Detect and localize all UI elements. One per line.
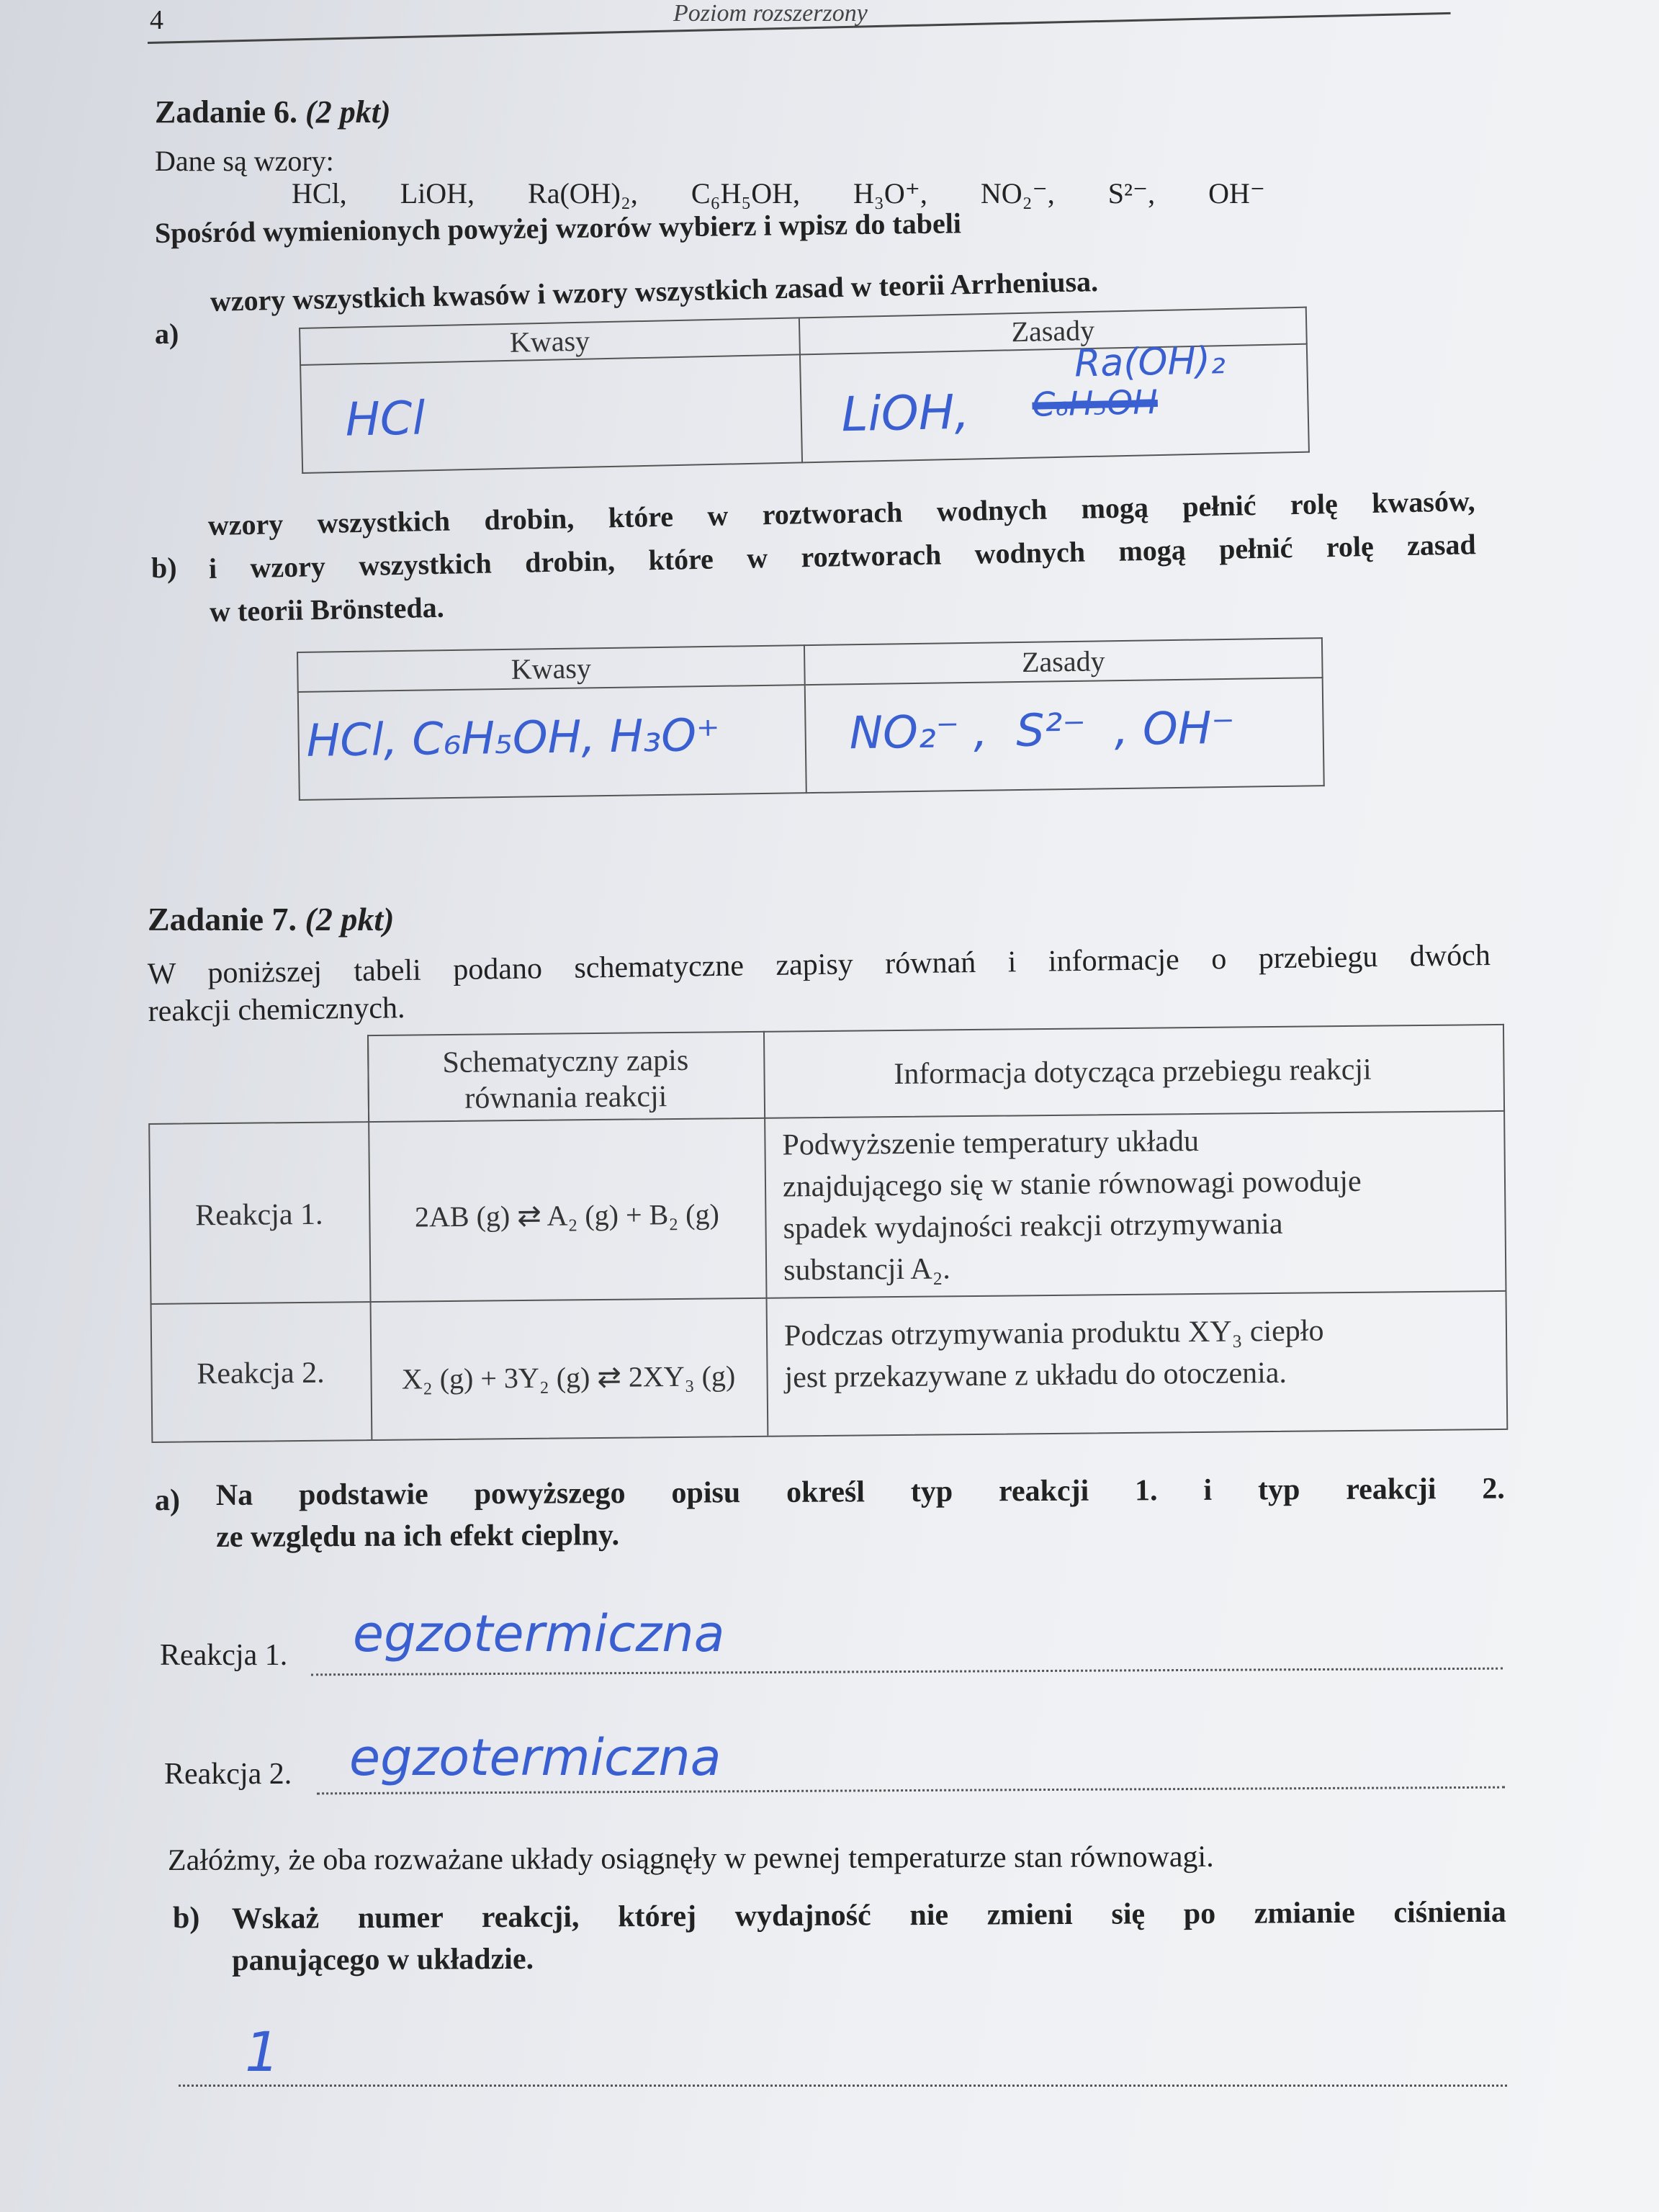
reaction1-label: Reakcja 1. xyxy=(160,1639,288,1672)
reaction-info xyxy=(784,1308,1498,1398)
reaction-equation: X₂ (g) + 3Y₂ (g) ⇄ 2XY₃ (g) xyxy=(401,1359,736,1395)
task6b-line: wzory wszystkich drobin, które w roztworach wodnych mogą pełnić rolę kwasów, xyxy=(207,485,1475,542)
info-line: jest przekazywane z układu do otoczenia. xyxy=(784,1356,1287,1395)
col-header-equation xyxy=(367,1042,764,1118)
task7b-answer-line[interactable] xyxy=(179,2056,1507,2087)
formula: HCl, xyxy=(292,177,347,210)
task7b-text xyxy=(232,1892,1507,1982)
formula: NO₂⁻, xyxy=(980,177,1055,210)
header-line: równania reakcji xyxy=(464,1080,667,1115)
task6-instruction: Spośród wymienionych powyżej wzorów wybierz i wpisz do tabeli xyxy=(154,207,962,249)
task7-intro-line: W poniższej tabeli podano schematyczne zapisy równań i informacje o przebiegu dwóch xyxy=(147,938,1491,991)
task6-formulas xyxy=(292,176,1265,210)
task6-title: Zadanie 6. xyxy=(155,94,298,130)
answer-cell-acids[interactable] xyxy=(298,685,806,800)
handwritten-answer: 1 xyxy=(245,2020,280,2084)
crossed-out-answer: C₆H₅OH xyxy=(1031,382,1159,424)
reaction-table xyxy=(148,1024,1505,1440)
reaction-equation: 2AB (g) ⇄ A₂ (g) + B₂ (g) xyxy=(414,1197,720,1233)
task7-intro xyxy=(147,899,1491,1030)
task6b-label: b) xyxy=(151,552,177,584)
task7a-label: a) xyxy=(155,1484,180,1517)
task6-points: (2 pkt) xyxy=(305,94,391,130)
formula: LiOH, xyxy=(400,177,475,210)
task7b-label: b) xyxy=(173,1902,200,1935)
formula: Ra(OH)₂, xyxy=(528,177,638,210)
col-header-acids: Kwasy xyxy=(297,645,805,692)
task6a-table xyxy=(299,307,1310,474)
task6b-line: w teorii Brönsteda. xyxy=(209,590,445,628)
task6-heading xyxy=(155,94,391,130)
task7a-line: Na podstawie powyższego opisu określ typ reakcji 1. i typ reakcji 2. xyxy=(215,1472,1505,1512)
task6b-text xyxy=(207,480,1477,634)
col-header-bases: Zasady xyxy=(799,307,1307,355)
info-line: spadek wydajności reakcji otrzymywania xyxy=(783,1207,1283,1246)
task6-given: Dane są wzory: xyxy=(155,145,334,177)
handwritten-answer: NO₂⁻ , S²⁻ , OH⁻ xyxy=(849,701,1236,760)
task7a-line: ze względu na ich efekt cieplny. xyxy=(216,1519,620,1554)
task6a-label: a) xyxy=(155,318,179,350)
col-header-acids: Kwasy xyxy=(300,318,800,365)
answer-cell-acids[interactable] xyxy=(300,354,802,473)
handwritten-answer: HCl xyxy=(344,392,426,447)
level-header: Poziom rozszerzony xyxy=(673,0,868,27)
info-line: Podczas otrzymywania produktu XY₃ ciepło xyxy=(783,1314,1324,1353)
handwritten-answer: LiOH, xyxy=(840,384,971,443)
col-header-bases: Zasady xyxy=(804,638,1323,685)
info-line: Podwyższenie temperatury układu xyxy=(782,1124,1200,1162)
info-line: znajdującego się w stanie równowagi powoduje xyxy=(782,1164,1362,1204)
header-line: Schematyczny zapis xyxy=(442,1043,689,1080)
handwritten-answer: HCl, C₆H₅OH, H₃O⁺ xyxy=(306,708,721,767)
task6b-line: i wzory wszystkich drobin, które w roztworach wodnych mogą pełnić rolę zasad xyxy=(208,528,1477,585)
task7-points: (2 pkt) xyxy=(305,901,395,938)
formula: OH⁻ xyxy=(1208,177,1265,210)
assumption-text: Załóżmy, że oba rozważane układy osiągnęły w pewnej temperaturze stan równowagi. xyxy=(167,1840,1214,1877)
reaction2-label: Reakcja 2. xyxy=(164,1758,292,1791)
task7-title: Zadanie 7. xyxy=(148,901,297,938)
handwritten-answer: egzotermiczna xyxy=(349,1728,721,1787)
task6a-text: wzory wszystkich kwasów i wzory wszystkich zasad w teorii Arrheniusa. xyxy=(210,265,1099,318)
task6b-table xyxy=(297,637,1325,801)
answer-cell-bases[interactable] xyxy=(800,339,1309,463)
handwritten-answer: Ra(OH)₂ xyxy=(1074,339,1226,386)
info-line: substancji A₂. xyxy=(783,1252,951,1287)
formula: S²⁻, xyxy=(1107,177,1156,210)
task7-intro-line: reakcji chemicznych. xyxy=(148,992,405,1028)
formula: H₃O⁺, xyxy=(853,177,927,210)
reaction-name: Reakcja 1. xyxy=(195,1197,323,1233)
reaction-name: Reakcja 2. xyxy=(197,1356,325,1391)
task7b-line: Wskaż numer reakcji, której wydajność nie zmieni się po zmianie ciśnienia xyxy=(231,1895,1506,1936)
col-header-info: Informacja dotycząca przebiegu reakcji xyxy=(894,1053,1372,1092)
page-number: 4 xyxy=(150,5,163,35)
task7a-text xyxy=(216,1468,1506,1558)
answer-cell-bases[interactable] xyxy=(805,678,1324,793)
task7b-line: panującego w układzie. xyxy=(232,1942,534,1977)
handwritten-answer: egzotermiczna xyxy=(353,1604,725,1663)
reaction-info xyxy=(782,1118,1496,1291)
formula: C₆H₅OH, xyxy=(691,177,801,210)
